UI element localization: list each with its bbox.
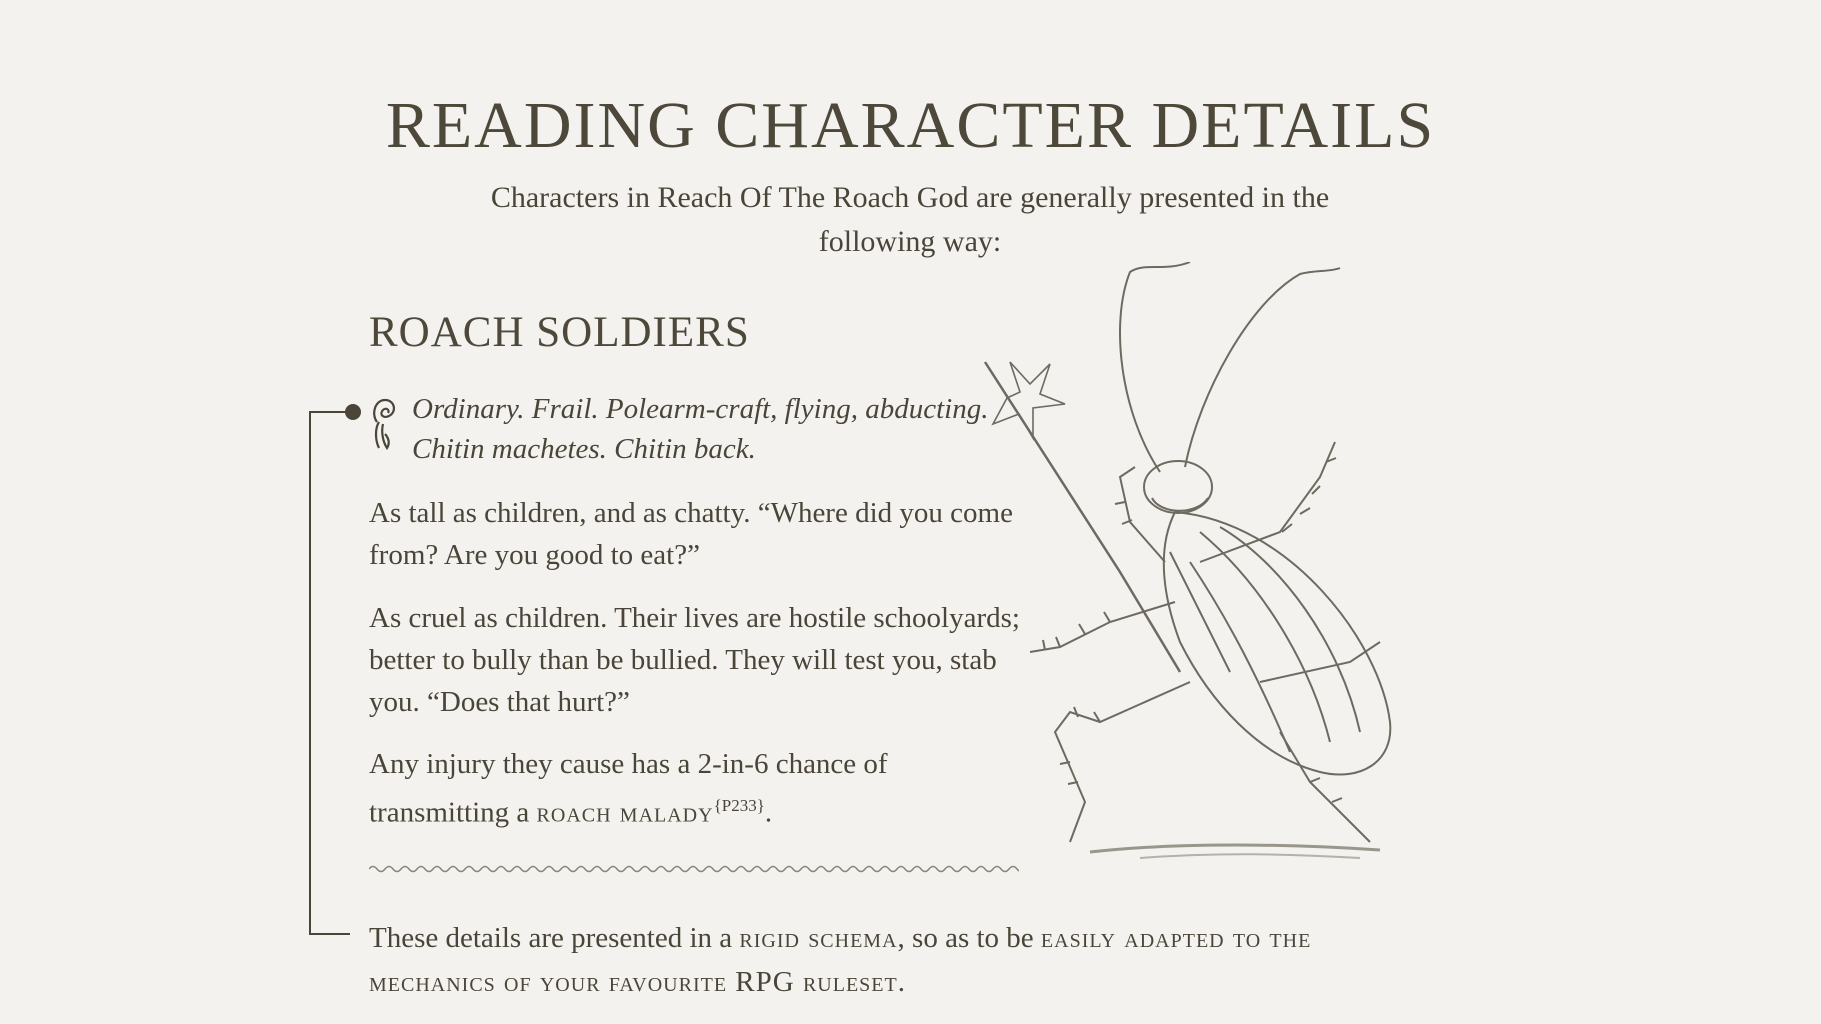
footer-text: These details are presented in a xyxy=(369,922,740,954)
page-title: READING CHARACTER DETAILS xyxy=(385,89,1436,162)
injury-paragraph xyxy=(369,743,1029,834)
wavy-divider xyxy=(369,862,1019,876)
injury-text: Any injury they cause has a 2-in-6 chance of transmitting a xyxy=(369,748,888,829)
roach-malady-reference[interactable]: roach malady xyxy=(536,796,714,829)
schema-bracket xyxy=(300,400,370,945)
page-subtitle: Characters in Reach Of The Roach God are generally presented in the following way: xyxy=(490,181,1330,258)
character-name: ROACH SOLDIERS xyxy=(369,309,750,356)
stat-line: Ordinary. Frail. Polearm-craft, flying, abducting. Chitin machetes. Chitin back. xyxy=(412,393,989,465)
footer-note xyxy=(369,916,1329,1004)
footer-tail: easily adapted to the mechanics of your favourite RPG ruleset. xyxy=(369,922,1312,998)
stat-glyph-icon xyxy=(369,392,401,454)
injury-end: . xyxy=(764,796,773,829)
rigid-schema-term: rigid schema xyxy=(739,922,898,954)
description-paragraph-1: As tall as children, and as chatty. “Where did you come from? Are you good to eat?” xyxy=(369,497,1013,571)
description-paragraph-2: As cruel as children. Their lives are hostile schoolyards; better to bully than be bullied. They will test you, stab you. “Does that hurt?” xyxy=(369,602,1020,718)
roach-soldier-illustration xyxy=(960,262,1500,862)
page-reference: {P233} xyxy=(713,796,765,815)
footer-middle: , so as to be xyxy=(897,922,1041,954)
